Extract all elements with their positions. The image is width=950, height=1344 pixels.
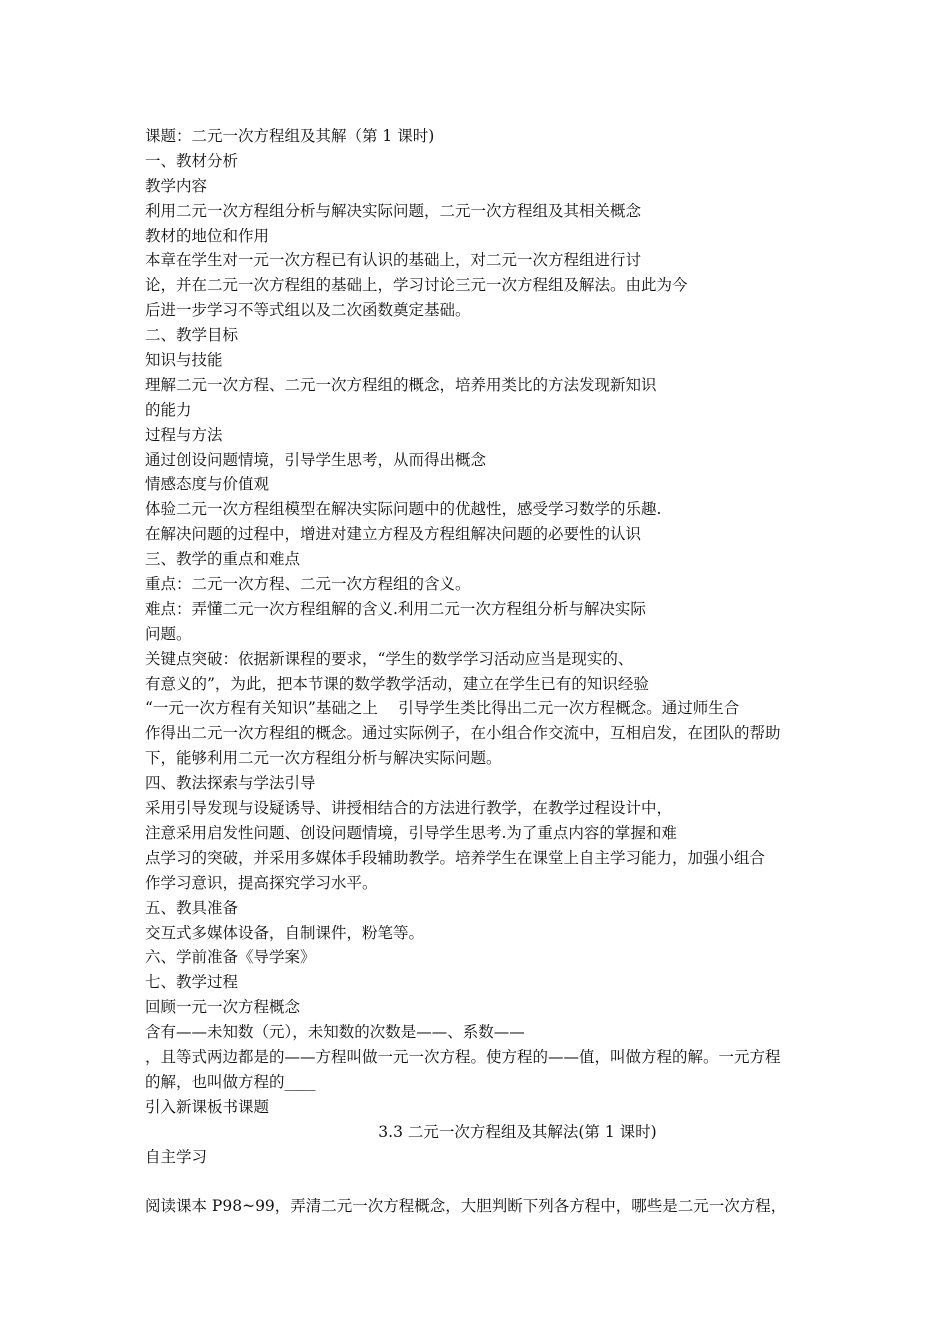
section-heading-7: 七、教学过程 bbox=[145, 973, 239, 992]
paragraph-line: 难点：弄懂二元一次方程组解的含义.利用二元一次方程组分析与解决实际 bbox=[145, 599, 646, 618]
subheading: 回顾一元一次方程概念 bbox=[145, 998, 301, 1017]
paragraph-line: 作得出二元一次方程组的概念。通过实际例子，在小组合作交流中，互相启发，在团队的帮助 bbox=[145, 724, 781, 743]
document-page bbox=[145, 124, 810, 1219]
section-heading-6: 六、学前准备《导学案》 bbox=[145, 948, 316, 967]
paragraph-line: 采用引导发现与设疑诱导、讲授相结合的方法进行教学，在教学过程设计中， bbox=[145, 799, 673, 818]
paragraph-line: 的能力 bbox=[145, 400, 192, 419]
paragraph-line: ，且等式两边都是的——方程叫做一元一次方程。使方程的——值，叫做方程的解。一元方程 bbox=[145, 1047, 781, 1066]
subheading: 自主学习 bbox=[145, 1147, 208, 1166]
paragraph-line: 作学习意识，提高探究学习水平。 bbox=[145, 873, 378, 892]
paragraph-line: “一元一次方程有关知识”基础之上 引导学生类比得出二元一次方程概念。通过师生合 bbox=[145, 699, 740, 718]
paragraph-line: 有意义的”，为此，把本节课的数学教学活动，建立在学生已有的知识经验 bbox=[145, 674, 649, 693]
paragraph-line: 关键点突破：依据新课程的要求，“学生的数学学习活动应当是现实的、 bbox=[145, 649, 634, 668]
paragraph-line: 通过创设问题情境，引导学生思考，从而得出概念 bbox=[145, 450, 487, 469]
paragraph-line: 体验二元一次方程组模型在解决实际问题中的优越性，感受学习数学的乐趣. bbox=[145, 500, 662, 519]
subheading: 知识与技能 bbox=[145, 351, 223, 370]
section-heading-2: 二、教学目标 bbox=[145, 326, 239, 345]
subheading: 过程与方法 bbox=[145, 425, 223, 444]
lesson-title: 课题：二元一次方程组及其解（第 1 课时) bbox=[145, 127, 435, 145]
subheading: 教学内容 bbox=[145, 176, 208, 195]
paragraph-line: 理解二元一次方程、二元一次方程组的概念，培养用类比的方法发现新知识 bbox=[145, 375, 657, 394]
paragraph-line: 利用二元一次方程组分析与解决实际问题，二元一次方程组及其相关概念 bbox=[145, 201, 642, 220]
document-body bbox=[145, 124, 810, 1120]
paragraph-line: 重点：二元一次方程、二元一次方程组的含义。 bbox=[145, 575, 471, 594]
paragraph-line: 的解，也叫做方程的____ bbox=[145, 1072, 316, 1091]
section-heading-1: 一、教材分析 bbox=[145, 151, 239, 170]
paragraph-line: 阅读课本 P98~99，弄清二元一次方程概念，大胆判断下列各方程中，哪些是二元一次方程， bbox=[145, 1197, 787, 1216]
paragraph-line: 本章在学生对一元一次方程已有认识的基础上，对二元一次方程组进行讨 bbox=[145, 251, 642, 270]
subheading: 情感态度与价值观 bbox=[145, 475, 270, 494]
blank-line bbox=[145, 1169, 810, 1194]
paragraph-line: 下，能够利用二元一次方程组分析与解决实际问题。 bbox=[145, 749, 502, 768]
paragraph-line: 引入新课板书课题 bbox=[145, 1097, 270, 1116]
paragraph-line: 问题。 bbox=[145, 624, 192, 643]
paragraph-line: 论，并在二元一次方程组的基础上，学习讨论三元一次方程组及解法。由此为今 bbox=[145, 276, 688, 295]
section-heading-3: 三、教学的重点和难点 bbox=[145, 550, 301, 569]
paragraph-line: 含有——未知数（元），未知数的次数是——、系数—— bbox=[145, 1023, 525, 1042]
paragraph-line: 点学习的突破，并采用多媒体手段辅助教学。培养学生在课堂上自主学习能力，加强小组合 bbox=[145, 848, 766, 867]
paragraph-line: 在解决问题的过程中，增进对建立方程及方程组解决问题的必要性的认识 bbox=[145, 525, 642, 544]
section-heading-4: 四、教法探索与学法引导 bbox=[145, 774, 316, 793]
paragraph-line: 交互式多媒体设备，自制课件，粉笔等。 bbox=[145, 923, 425, 942]
section-heading-5: 五、教具准备 bbox=[145, 898, 239, 917]
centered-lesson-title: 3.3 二元一次方程组及其解法(第 1 课时) bbox=[378, 1122, 657, 1141]
subheading: 教材的地位和作用 bbox=[145, 226, 270, 245]
paragraph-line: 注意采用启发性问题、创设问题情境，引导学生思考.为了重点内容的掌握和难 bbox=[145, 823, 677, 842]
paragraph-line: 后进一步学习不等式组以及二次函数奠定基础。 bbox=[145, 301, 471, 320]
